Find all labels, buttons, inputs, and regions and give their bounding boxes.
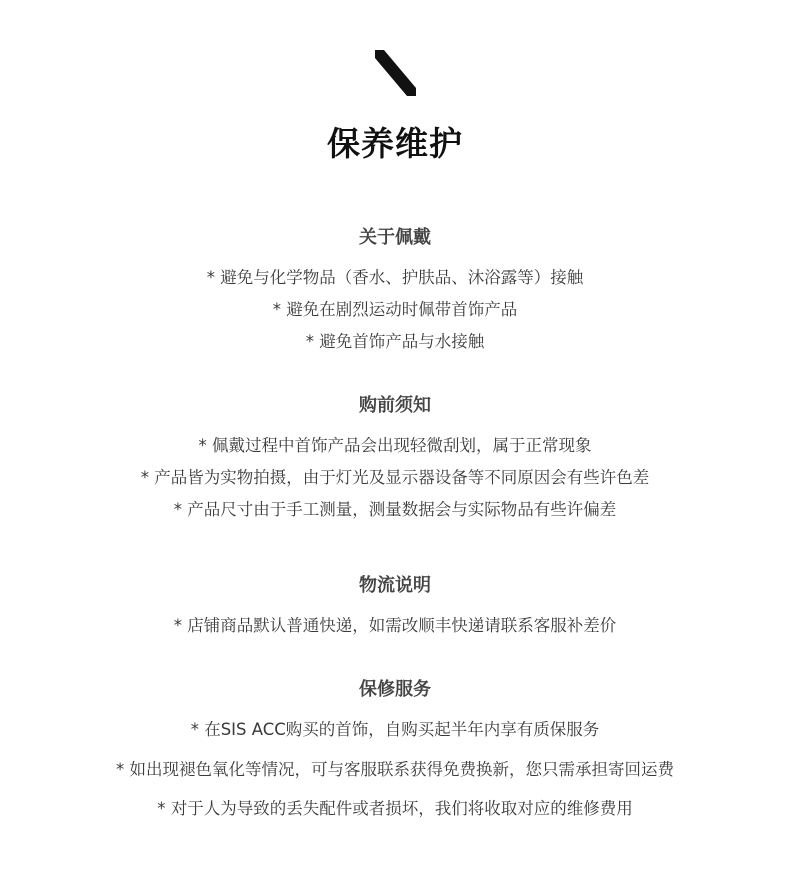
wearing-line-1: * 避免与化学物品（香水、护肤品、沐浴露等）接触 xyxy=(206,268,584,287)
section-heading-purchase-notes: 购前须知 xyxy=(359,395,431,416)
slash-icon xyxy=(373,50,417,96)
section-heading-shipping: 物流说明 xyxy=(359,575,431,596)
shipping-line-1: * 店铺商品默认普通快递，如需改顺丰快递请联系客服补差价 xyxy=(173,616,617,635)
section-heading-warranty: 保修服务 xyxy=(359,679,431,700)
purchase-line-3: * 产品尺寸由于手工测量，测量数据会与实际物品有些许偏差 xyxy=(173,500,617,519)
section-heading-wearing: 关于佩戴 xyxy=(359,227,431,248)
wearing-line-3: * 避免首饰产品与水接触 xyxy=(305,332,485,351)
warranty-line-1: * 在SIS ACC购买的首饰，自购买起半年内享有质保服务 xyxy=(190,720,600,739)
warranty-line-2: * 如出现褪色氧化等情况，可与客服联系获得免费换新，您只需承担寄回运费 xyxy=(116,760,674,779)
wearing-line-2: * 避免在剧烈运动时佩带首饰产品 xyxy=(272,300,518,319)
page-title: 保养维护 xyxy=(327,124,463,163)
purchase-line-1: * 佩戴过程中首饰产品会出现轻微刮划，属于正常现象 xyxy=(198,436,592,455)
warranty-line-3: * 对于人为导致的丢失配件或者损坏，我们将收取对应的维修费用 xyxy=(157,799,633,818)
purchase-line-2: * 产品皆为实物拍摄，由于灯光及显示器设备等不同原因会有些许色差 xyxy=(140,468,650,487)
